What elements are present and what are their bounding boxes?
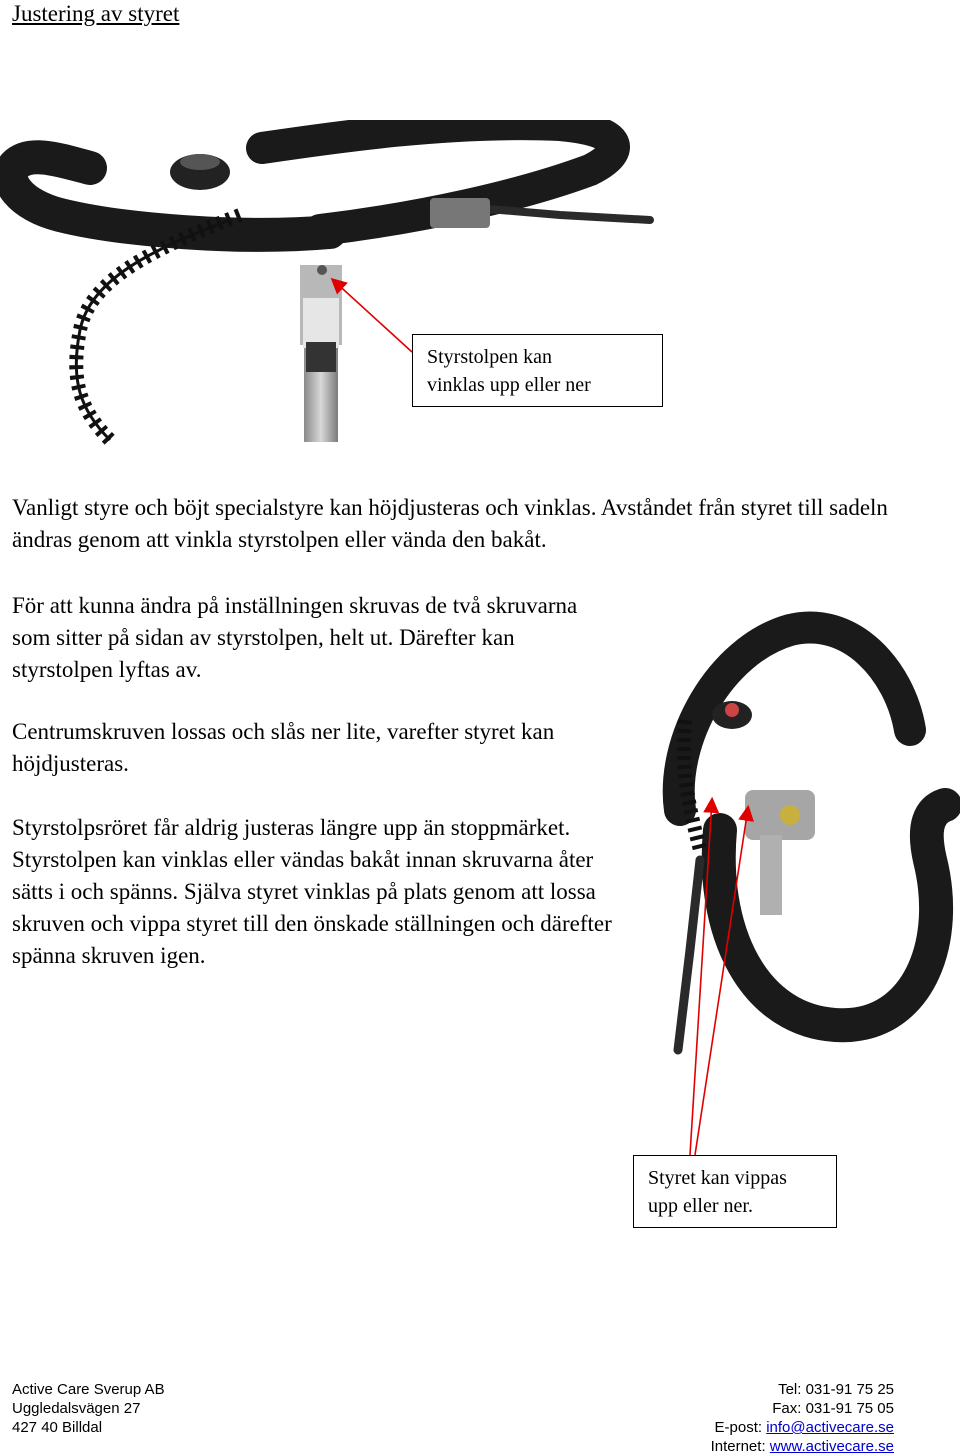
- footer-email-row: [711, 1418, 894, 1437]
- callout-bar-tilt-line-1: Styret kan vippas: [648, 1167, 787, 1189]
- callout-bar-tilt-line-2: upp eller ner.: [648, 1195, 753, 1217]
- footer-address: [12, 1380, 165, 1437]
- callout-stem-angle: [412, 334, 663, 407]
- paragraph-1: Vanligt styre och böjt specialstyre kan höjdjusteras och vinklas. Avståndet från styret till sadeln ändras genom att vinkla styrstolpen eller vända den bakåt.: [12, 495, 888, 552]
- callout-stem-angle-line-2: vinklas upp eller ner: [427, 374, 591, 396]
- paragraph-3: Centrumskruven lossas och slås ner lite, varefter styret kan höjdjusteras.: [12, 719, 555, 776]
- footer-tel: Tel: 031-91 75 25: [778, 1381, 894, 1398]
- callout-bar-tilt: [633, 1155, 837, 1228]
- footer-web-link[interactable]: www.activecare.se: [769, 1438, 894, 1455]
- handlebar-photo-bent: [660, 610, 960, 1070]
- paragraph-2: För att kunna ändra på inställningen skruvas de två skruvarna som sitter på sidan av styrstolpen, helt ut. Därefter kan styrstolpen lyftas av.: [12, 593, 578, 682]
- footer-web-label: Internet:: [710, 1438, 770, 1455]
- footer-street: Uggledalsvägen 27: [12, 1400, 141, 1417]
- footer-company: Active Care Sverup AB: [12, 1381, 165, 1398]
- paragraph-4: Styrstolpsröret får aldrig justeras längre upp än stoppmärket. Styrstolpen kan vinklas eller vändas bakåt innan skruvarna åter sätts i och spänns. Själva styret vinklas på plats genom att lossa skruven och vippa styret till den önskade ställningen och därefter spänna skruven igen.: [12, 815, 612, 968]
- footer-email-label: E-post:: [714, 1419, 767, 1436]
- page-title: Justering av styret: [12, 1, 180, 26]
- footer-postal: 427 40 Billdal: [12, 1419, 103, 1436]
- footer-contact: [711, 1380, 894, 1456]
- callout-stem-angle-line-1: Styrstolpen kan: [427, 346, 552, 368]
- footer-fax: Fax: 031-91 75 05: [772, 1400, 894, 1417]
- footer-web-row: [711, 1437, 894, 1456]
- footer-email-link[interactable]: info@activecare.se: [766, 1419, 894, 1436]
